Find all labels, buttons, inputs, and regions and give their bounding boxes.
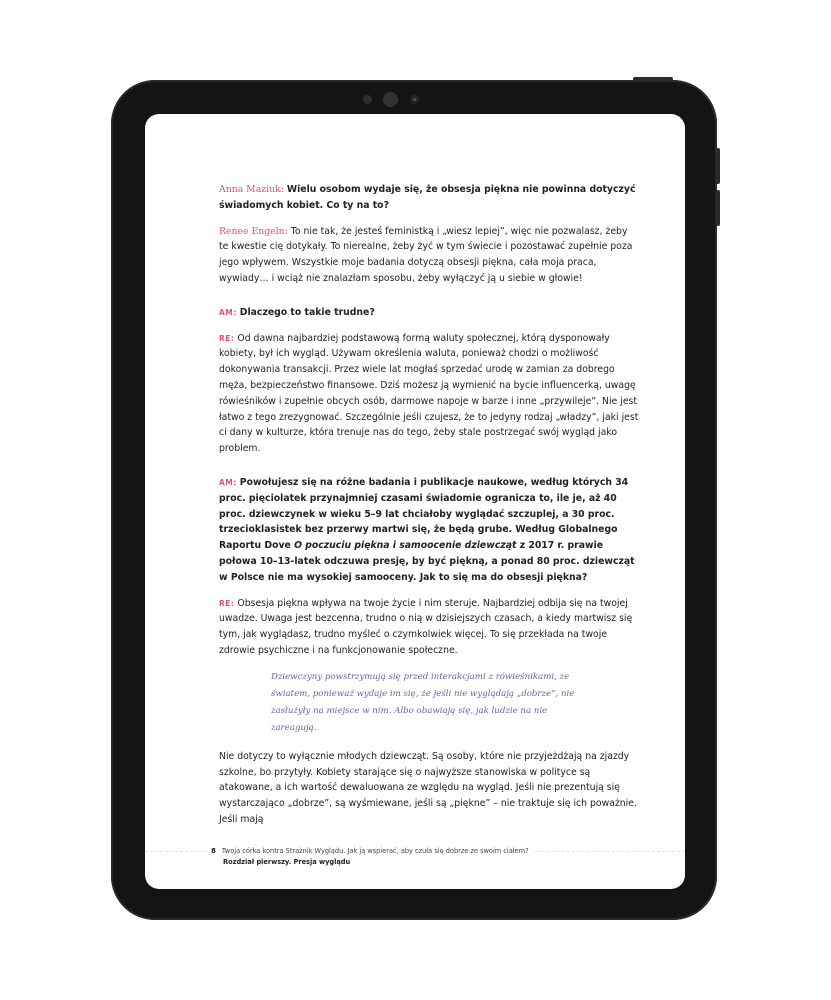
page-content: [219, 182, 639, 838]
front-lens-icon: [410, 95, 419, 104]
camera-icon: [383, 92, 398, 107]
question-text: Wielu osobom wydaje się, że obsesja piękna nie powinna dotyczyć świadomych kobiet. Co ty na to?: [219, 184, 636, 211]
speaker-label: Anna Maziuk:: [219, 184, 284, 195]
question-text: [219, 477, 635, 583]
question-text: Dlaczego to takie trudne?: [239, 306, 375, 318]
speaker-initials: RE:: [219, 333, 235, 343]
chapter-title: Rozdział pierwszy. Presja wyglądu: [223, 858, 351, 866]
speaker-initials: AM:: [219, 307, 237, 317]
answer-text: Obsesja piękna wpływa na twoje życie i nim steruje. Najbardziej odbija się na twojej uwadze. Uwaga jest bezcenna, trudno o nią w dzisiejszych czasach, a kiedy martwisz się tym, jak wyglądasz, trudno myśleć o czymkolwiek więcej. To się przekłada na twoje zdrowie psychiczne i na funkcjonowanie społeczne.: [219, 597, 633, 656]
paragraph-answer-2: [219, 331, 639, 457]
paragraph-answer-3: [219, 596, 639, 659]
sensor-icon: [363, 95, 372, 104]
paragraph-question-2: [219, 305, 639, 321]
question-text-part-b: z 2017 r. prawie połowa 10–13-latek odczuwa presję, by być piękną, a ponad 80 proc. dziewcząt w Polsce nie ma wysokiej samooceny. Jak to się ma do obsesji piękna?: [219, 540, 635, 583]
ebook-page[interactable]: [145, 114, 685, 889]
page-number: 8: [211, 847, 216, 855]
report-title: O poczuciu piękna i samoocenie dziewcząt: [294, 540, 517, 552]
speaker-label: Renee Engeln:: [219, 225, 288, 237]
paragraph-question-1: [219, 182, 639, 214]
answer-text: Od dawna najbardziej podstawową formą waluty społecznej, którą dysponowały kobiety, był ich wygląd. Używam określenia waluta, ponieważ chodzi o możliwość dokonywania transakcji. Przez wiele lat mogłaś sprzedać urodę w zamian za dobrego męża, bezpieczeństwo finansowe. Dziś możesz ją wymienić na bycie influencerką, uwagę rówieśników i zupełnie obcych osób, darmowe napoje w barze i inne „przywileje”. Nie jest łatwo z tego zrezygnować. Szczególnie jeśli czujesz, że to jedyny rodzaj „władzy”, jaki jest ci dany w kulturze, która trenuje nas do tego, żeby stale postrzegać swój wygląd jako problem.: [219, 332, 639, 455]
answer-text: To nie tak, że jesteś feministką i „wiesz lepiej”, więc nie pozwalasz, żeby te kwestie cię dotykały. To nierealne, żeby żyć w tym świecie i pozostawać zupełnie poza jego wpływem. Wszystkie moje badania dotyczą obsesji piękna, cała moja praca, wywiady… i wciąż nie znalazłam sposobu, żeby wyłączyć ją u siebie w głowie!: [219, 225, 633, 284]
question-text-part-a: Powołujesz się na różne badania i publikacje naukowe, według których 34 proc. pięciolatek przynajmniej czasami świadomie ogranicza to, ile je, aż 40 proc. dziewczynek w wieku 5–9 lat chciałoby wyglądać szczuplej, a 30 proc. trzecioklasistek bez przerwy martwi się, że będą grube. Według Globalnego Raportu Dove: [219, 476, 629, 552]
pull-quote: Dziewczyny powstrzymują się przed interakcjami z rówieśnikami, ze światem, ponieważ wydaje im się, że jeśli nie wyglądają „dobrze”, nie zasłużyły na miejsce w nim. Albo obawiają się, jak ludzie na nie zareagują.: [271, 671, 575, 733]
book-title: Twoja córka kontra Strażnik Wyglądu. Jak ją wspierać, aby czuła się dobrze ze swoim ciałem?: [221, 847, 529, 855]
paragraph-answer-1: [219, 224, 639, 287]
speaker-initials: RE:: [219, 598, 235, 608]
paragraph-question-3: [219, 475, 639, 586]
speaker-initials: AM:: [219, 477, 237, 487]
paragraph-body: Nie dotyczy to wyłącznie młodych dziewcząt. Są osoby, które nie przyjeżdżają na zjazdy szkolne, bo przytyły. Kobiety starające się o najwyższe stanowiska w polityce są atakowane, a ich wartość dewaluowana ze względu na wygląd. Jeśli nie prezentują się wystarczająco „dobrze”, są wyśmiewane, jeśli są „piękne” – nie traktuje się ich poważnie. Jeśli mają: [219, 750, 637, 825]
page-footer: [207, 846, 533, 868]
